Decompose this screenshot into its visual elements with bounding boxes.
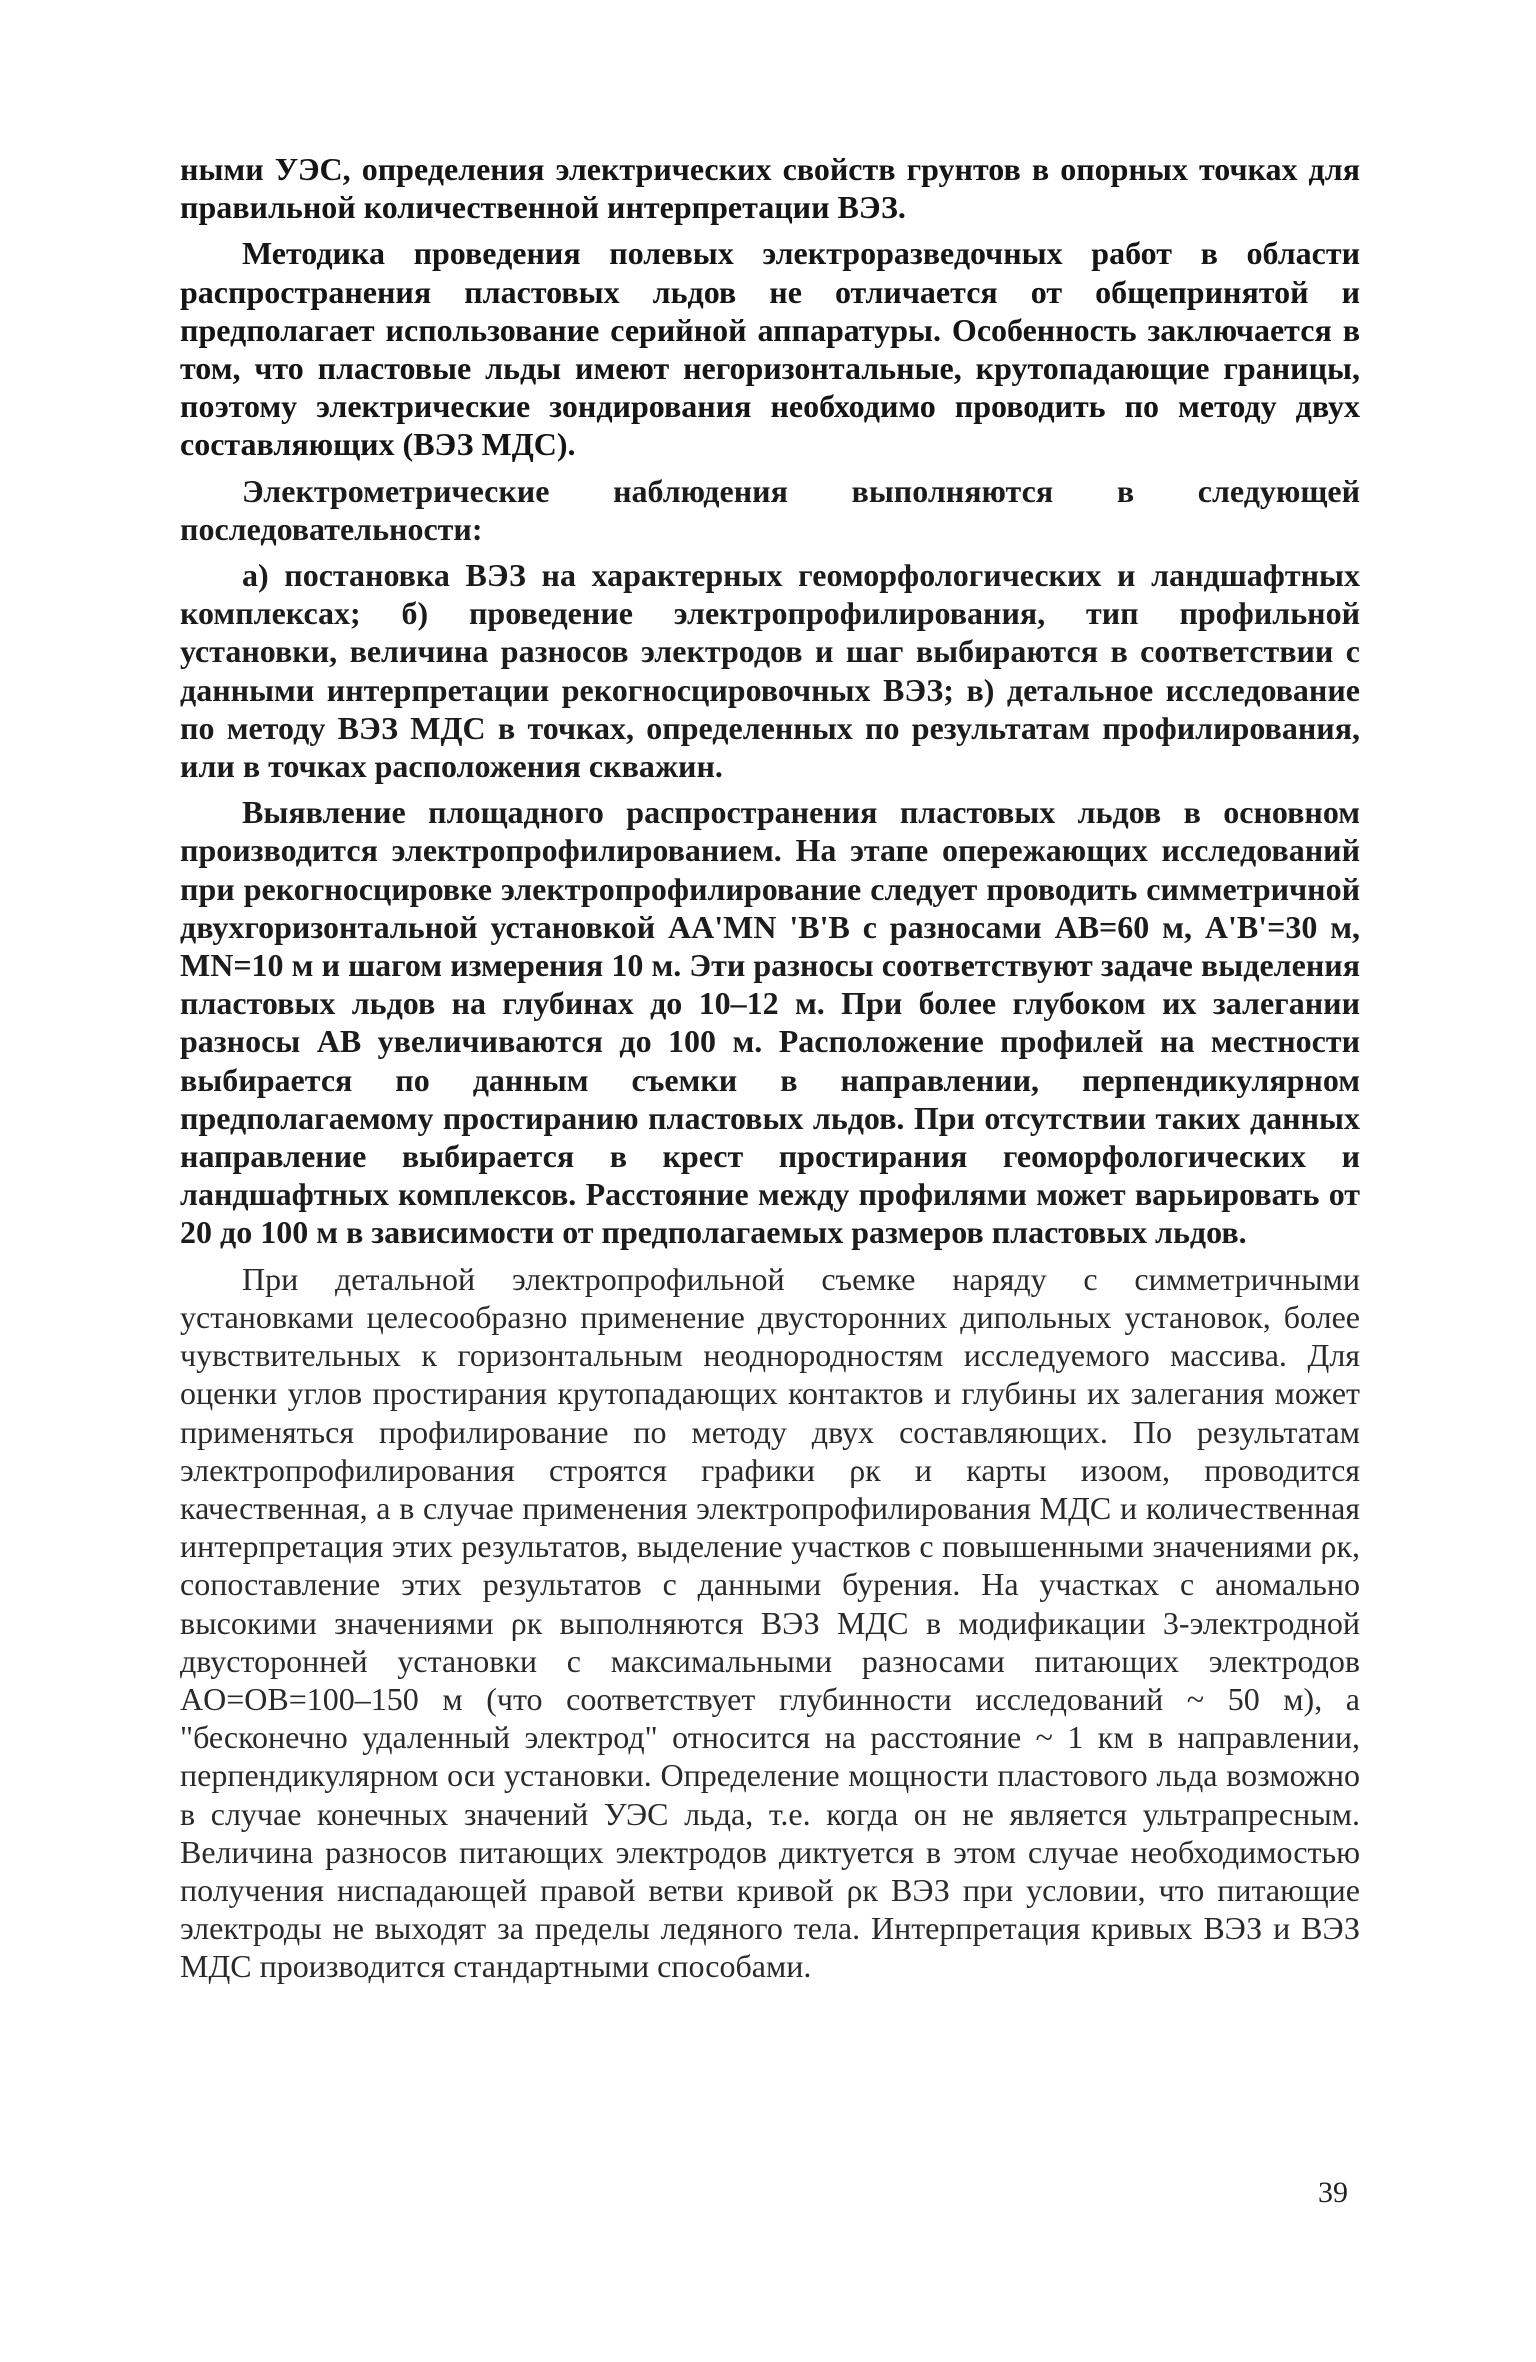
page-number: 39 [1318, 2176, 1348, 2209]
paragraph-profiling: Выявление площадного распространения пластовых льдов в основном производится электропрофилированием. На этапе опережающих исследований при рекогносцировке электропрофилирование следует проводить симметричной двухгоризонтальной установкой АА'MN 'B'B с разносами AB=60 м, A'B'=30 м, MN=10 м и шагом измерения 10 м. Эти разносы соответствуют задаче выделения пластовых льдов на глубинах до 10–12 м. При более глубоком их залегании разносы AB увеличиваются до 100 м. Расположение профилей на местности выбирается по данным съемки в направлении, перпендикулярном предполагаемому простиранию пластовых льдов. При отсутствии таких данных направление выбирается в крест простирания геоморфологических и ландшафтных комплексов. Расстояние между профилями может варьировать от 20 до 100 м в зависимости от предполагаемых размеров пластовых льдов. [180, 794, 1361, 1251]
paragraph-detailed-survey: При детальной электропрофильной съемке наряду с симметричными установками целесообразно применение двусторонних дипольных установок, более чувствительных к горизонтальным неоднородностям исследуемого массива. Для оценки углов простирания крутопадающих контактов и глубины их залегания может применяться профилирование по методу двух составляющих. По результатам электропрофилирования строятся графики ρк и карты изоом, проводится качественная, а в случае применения электропрофилирования МДС и количественная интерпретация этих результатов, выделение участков с повышенными значениями ρк, сопоставление этих результатов с данными бурения. На участках с аномально высокими значениями ρк выполняются ВЭЗ МДС в модификации 3-электродной двусторонней установки с максимальными разносами питающих электродов AO=OB=100–150 м (что соответствует глубинности исследований ~ 50 м), а "бесконечно удаленный электрод" относится на расстояние ~ 1 км в направлении, перпендикулярном оси установки. Определение мощности пластового льда возможно в случае конечных значений УЭС льда, т.е. когда он не является ультрапресным. Величина разносов питающих электродов диктуется в этом случае необходимостью получения ниспадающей правой ветви кривой ρк ВЭЗ при условии, что питающие электроды не выходят за пределы ледяного тела. Интерпретация кривых ВЭЗ и ВЭЗ МДС производится стандартными способами. [180, 1260, 1360, 1985]
document-page [180, 150, 1360, 1994]
paragraph-sequence-list: а) постановка ВЭЗ на характерных геоморфологических и ландшафтных комплексах; б) проведение электропрофилирования, тип профильной установки, величина разносов электродов и шаг выбираются в соответствии с данными интерпретации рекогносцировочных ВЭЗ; в) детальное исследование по методу ВЭЗ МДС в точках, определенных по результатам профилирования, или в точках расположения скважин. [180, 557, 1360, 785]
paragraph-sequence-heading: Электрометрические наблюдения выполняются в следующей последовательности: [180, 472, 1360, 547]
paragraph-intro-continuation: ными УЭС, определения электрических свойств грунтов в опорных точках для правильной количественной интерпретации ВЭЗ. [180, 151, 1360, 226]
paragraph-methodology: Методика проведения полевых электроразведочных работ в области распространения пластовых льдов не отличается от общепринятой и предполагает использование серийной аппаратуры. Особенность заключается в том, что пластовые льды имеют негоризонтальные, крутопадающие границы, поэтому электрические зондирования необходимо проводить по методу двух составляющих (ВЭЗ МДС). [180, 235, 1360, 463]
